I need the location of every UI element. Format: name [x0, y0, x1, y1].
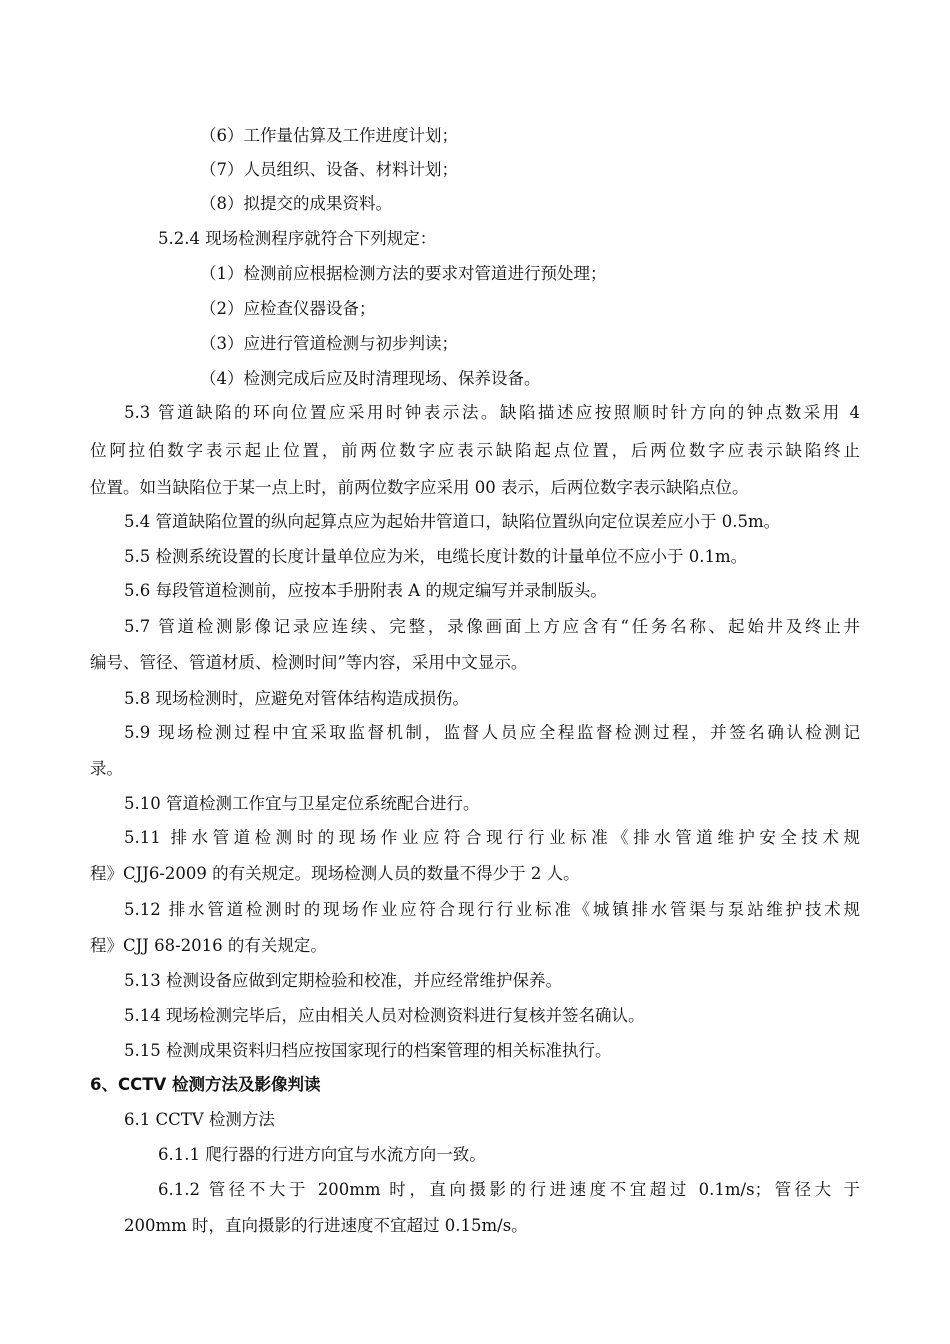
clause-6-1-1: 6.1.1 爬行器的行进方向宜与水流方向一致。 [158, 1145, 486, 1164]
clause-6-1-2-line-2: 200mm 时，直向摄影的行进速度不宜超过 0.15m/s。 [124, 1216, 528, 1235]
list-item-8: （8）拟提交的成果资料。 [200, 194, 392, 213]
section-heading-6: 6、CCTV 检测方法及影像判读 [90, 1075, 321, 1094]
clause-5-13: 5.13 检测设备应做到定期检验和校准，并应经常维护保养。 [124, 971, 562, 990]
clause-5-5: 5.5 检测系统设置的长度计量单位应为米，电缆长度计数的计量单位不应小于 0.1m。 [124, 547, 748, 566]
clause-5-4: 5.4 管道缺陷位置的纵向起算点应为起始井管道口，缺陷位置纵向定位误差应小于 0.5m。 [124, 512, 781, 531]
clause-5-14: 5.14 现场检测完毕后，应由相关人员对检测资料进行复核并签名确认。 [124, 1006, 645, 1025]
clause-5-2-4: 5.2.4 现场检测程序就符合下列规定： [158, 229, 437, 248]
list-item-2: （2）应检查仪器设备； [200, 299, 376, 318]
clause-5-12-line-2: 程》CJJ 68-2016 的有关规定。 [90, 936, 327, 955]
clause-5-12-line-1: 5.12 排水管道检测时的现场作业应符合现行行业标准《城镇排水管渠与泵站维护技术规 [124, 900, 860, 919]
clause-5-7-line-1: 5.7 管道检测影像记录应连续、完整，录像画面上方应含有“任务名称、起始井及终止井 [124, 617, 860, 636]
clause-5-6: 5.6 每段管道检测前，应按本手册附表 A 的规定编写并录制版头。 [124, 581, 607, 600]
clause-5-11-line-1: 5.11 排水管道检测时的现场作业应符合现行行业标准《排水管道维护安全技术规 [124, 828, 860, 847]
clause-5-3-line-2: 位阿拉伯数字表示起止位置，前两位数字应表示缺陷起点位置，后两位数字应表示缺陷终止 [90, 441, 860, 460]
clause-5-3-line-1: 5.3 管道缺陷的环向位置应采用时钟表示法。缺陷描述应按照顺时针方向的钟点数采用 4 [124, 403, 860, 422]
list-item-6: （6）工作量估算及工作进度计划； [200, 126, 458, 145]
subsection-6-1: 6.1 CCTV 检测方法 [124, 1110, 275, 1129]
clause-5-7-line-2: 编号、管径、管道材质、检测时间”等内容，采用中文显示。 [90, 653, 528, 672]
clause-5-9-line-1: 5.9 现场检测过程中宜采取监督机制，监督人员应全程监督检测过程，并签名确认检测记 [124, 723, 860, 742]
clause-5-9-line-2: 录。 [90, 759, 123, 778]
list-item-3: （3）应进行管道检测与初步判读； [200, 334, 458, 353]
clause-6-1-2-line-1: 6.1.2 管径不大于 200mm 时，直向摄影的行进速度不宜超过 0.1m/s；管径大 于 [158, 1180, 860, 1199]
clause-5-10: 5.10 管道检测工作宜与卫星定位系统配合进行。 [124, 794, 480, 813]
clause-5-15: 5.15 检测成果资料归档应按国家现行的档案管理的相关标准执行。 [124, 1041, 612, 1060]
list-item-4: （4）检测完成后应及时清理现场、保养设备。 [200, 369, 541, 388]
clause-5-3-line-3: 位置。如当缺陷位于某一点上时，前两位数字应采用 00 表示，后两位数字表示缺陷点位。 [90, 478, 749, 497]
list-item-7: （7）人员组织、设备、材料计划； [200, 160, 458, 179]
list-item-1: （1）检测前应根据检测方法的要求对管道进行预处理； [200, 264, 607, 283]
clause-5-8: 5.8 现场检测时，应避免对管体结构造成损伤。 [124, 689, 469, 708]
clause-5-11-line-2: 程》CJJ6-2009 的有关规定。现场检测人员的数量不得少于 2 人。 [90, 864, 580, 883]
